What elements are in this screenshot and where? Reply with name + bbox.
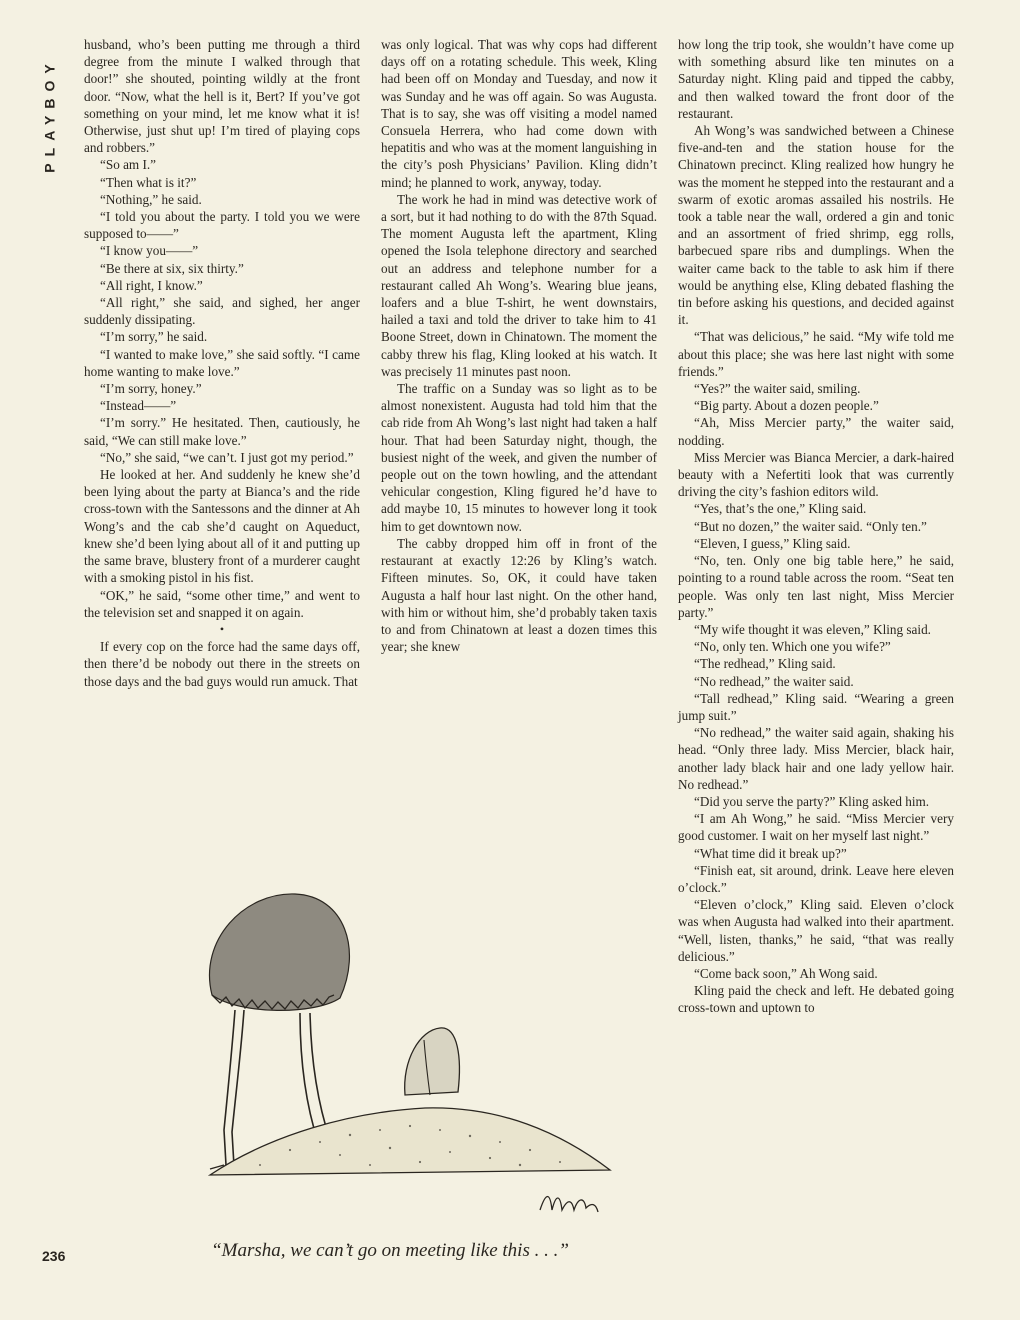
paragraph: “Finish eat, sit around, drink. Leave here eleven o’clock.” [678, 862, 954, 895]
paragraph: “Yes?” the waiter said, smiling. [694, 381, 861, 397]
paragraph: Ah Wong’s was sandwiched between a Chinese five-and-ten and the station house for the Chinatown precinct. Kling realized how hungry he was the moment he stepped into the restaurant and a swarm of exotic aromas assailed his nostrils. He took a table near the wall, ordered a gin and tonic and an assortment of fried shrimp, egg rolls, barbecued spare ribs and dumplings. When the waiter came back to the table to ask him if there would be anything else, Kling debated flashing the tin before asking his questions, and decided against it. [678, 123, 954, 328]
paragraph: was only logical. That was why cops had different days off on a rotating schedule. This week, Kling had been off on Monday and Tuesday, and now it was Sunday and he was off again. So was Augusta. That is to say, she was off visiting a model named Consuela Herrera, who had come down with hepatitis and who was at the moment languishing in the city’s posh Physicians’ Pavilion. Kling didn’t mind; he planned to work, anyway, today. [381, 37, 657, 190]
column-2 [381, 36, 657, 655]
paragraph: The traffic on a Sunday was so light as to be almost nonexistent. Augusta had told him that the cab ride from Ah Wong’s last night had taken a half hour. That had been Saturday night, though, the busiest night of the week, and given the number of people out on the town howling, and the attendant vehicular congestion, Kling figured he’d have to add maybe 10, 15 minutes to however long it took him to get downtown now. [381, 381, 657, 534]
cartoon-caption: “Marsha, we can’t go on meeting like this . . .” [211, 1240, 569, 1261]
paragraph: “Eleven, I guess,” Kling said. [694, 535, 851, 551]
ostrich-body-left [209, 894, 349, 1010]
paragraph: The work he had in mind was detective work of a sort, but it had nothing to do with the 87th Squad. The moment Augusta left the apartment, Kling opened the Isola telephone directory and searched out an address and telephone number for a restaurant called Ah Wong’s. Wearing blue jeans, loafers and a blue T-shirt, he went downstairs, hailed a taxi and told the driver to take him to 41 Boone Street, down in Chinatown. The moment the cabby threw his flag, Kling looked at his watch. It was precisely 11 minutes past noon. [381, 191, 657, 379]
paragraph: “Tall redhead,” Kling said. “Wearing a green jump suit.” [678, 690, 954, 723]
paragraph: “All right, I know.” [100, 277, 203, 293]
paragraph: how long the trip took, she wouldn’t have come up with something absurd like ten minutes on a Saturday night. Kling paid and tipped the cabby, and then walked toward the front door of the restaurant. [678, 37, 954, 121]
paragraph: “Eleven o’clock,” Kling said. Eleven o’clock was when Augusta had walked into their apartment. “Well, listen, thanks,” he said, “that was really delicious.” [678, 897, 954, 964]
paragraph: The cabby dropped him off in front of the restaurant at exactly 12:26 by Kling’s watch. Fifteen minutes. So, OK, it could have taken Augusta a half hour last night. On the other hand, with him or without him, she’d probably taken taxis to and from Chinatown at least a dozen times this year; she knew [381, 535, 657, 655]
paragraph: “No,” she said, “we can’t. I just got my period.” [100, 449, 354, 465]
paragraph: “Be there at six, six thirty.” [100, 260, 244, 276]
artist-signature-mark [540, 1197, 598, 1213]
paragraph: “Yes, that’s the one,” Kling said. [694, 501, 867, 517]
column-1 [84, 36, 360, 690]
paragraph: “I’m sorry.” He hesitated. Then, cautiously, he said, “We can still make love.” [84, 415, 360, 448]
paragraph: “No, only ten. Which one you wife?” [694, 639, 891, 655]
paragraph: “I told you about the party. I told you we were supposed to——” [84, 209, 360, 242]
masthead-sidebar [38, 40, 62, 190]
paragraph: “I’m sorry,” he said. [100, 329, 208, 345]
paragraph: “I am Ah Wong,” he said. “Miss Mercier very good customer. I wait on her myself last night.” [678, 811, 954, 844]
paragraph: “No, ten. Only one big table here,” he said, pointing to a round table across the room. “Seat ten people. Was only ten last night, Miss Mercier party.” [678, 553, 954, 620]
paragraph: husband, who’s been putting me through a third degree from the minute I walked through that door!” she shouted, pointing wildly at the front door. “Now, what the hell is it, Bert? If you’ve got something on your mind, let me know what it is! Otherwise, just shut up! I’m tired of playing cops and robbers.” [84, 37, 360, 156]
paragraph: “Ah, Miss Mercier party,” the waiter said, nodding. [678, 415, 954, 448]
masthead-label: PLAYBOY [42, 57, 59, 173]
paragraph: If every cop on the force had the same days off, then there’d be nobody out there in the streets on those days and the bad guys would run amuck. That [84, 639, 360, 689]
paragraph: He looked at her. And suddenly he knew she’d been lying about the party at Bianca’s and the ride cross-town with the Santessons and the dinner at Ah Wong’s and the cab she’d caught on Aqueduct, knew she’d been lying about all of it and putting up the same brave, blustery front of a murderer caught with a smoking pistol in his fist. [84, 467, 360, 586]
sand-mound [210, 1108, 610, 1175]
paragraph: “Come back soon,” Ah Wong said. [694, 965, 878, 981]
paragraph: Kling paid the check and left. He debated going cross-town and uptown to [678, 983, 954, 1016]
paragraph: “No redhead,” the waiter said. [694, 673, 854, 689]
paragraph: “I wanted to make love,” she said softly. “I came home wanting to make love.” [84, 346, 360, 379]
paragraph: Miss Mercier was Bianca Mercier, a dark-haired beauty with a Nefertiti look that was currently driving the city’s fashion editors wild. [678, 449, 954, 500]
paragraph: “That was delicious,” he said. “My wife told me about this place; she was here last night with some friends.” [678, 329, 954, 379]
paragraph: “Instead——” [100, 398, 177, 414]
paragraph: “So am I.” [100, 157, 157, 173]
paragraph: “I know you——” [100, 243, 199, 259]
section-break-bullet: • [219, 621, 225, 636]
column-3 [678, 36, 954, 1017]
ostrich-body-right [405, 1028, 460, 1095]
paragraph: “The redhead,” Kling said. [694, 656, 836, 672]
paragraph: “OK,” he said, “some other time,” and went to the television set and snapped it on again. [84, 587, 360, 620]
paragraph: “Then what is it?” [100, 174, 197, 190]
paragraph: “Nothing,” he said. [100, 191, 202, 207]
paragraph: “I’m sorry, honey.” [100, 381, 202, 397]
paragraph: “Big party. About a dozen people.” [694, 398, 879, 414]
paragraph: “My wife thought it was eleven,” Kling said. [694, 621, 931, 637]
paragraph: “All right,” she said, and sighed, her anger suddenly dissipating. [84, 295, 360, 328]
ostrich-cartoon-illustration [140, 880, 640, 1235]
page-number: 236 [42, 1248, 66, 1264]
paragraph: “What time did it break up?” [694, 845, 847, 861]
paragraph: “But no dozen,” the waiter said. “Only ten.” [694, 518, 927, 534]
paragraph: “Did you serve the party?” Kling asked him. [694, 793, 930, 809]
paragraph: “No redhead,” the waiter said again, shaking his head. “Only three lady. Miss Mercier, black hair, another lady black hair and one lady yellow hair. No redhead.” [678, 725, 954, 792]
